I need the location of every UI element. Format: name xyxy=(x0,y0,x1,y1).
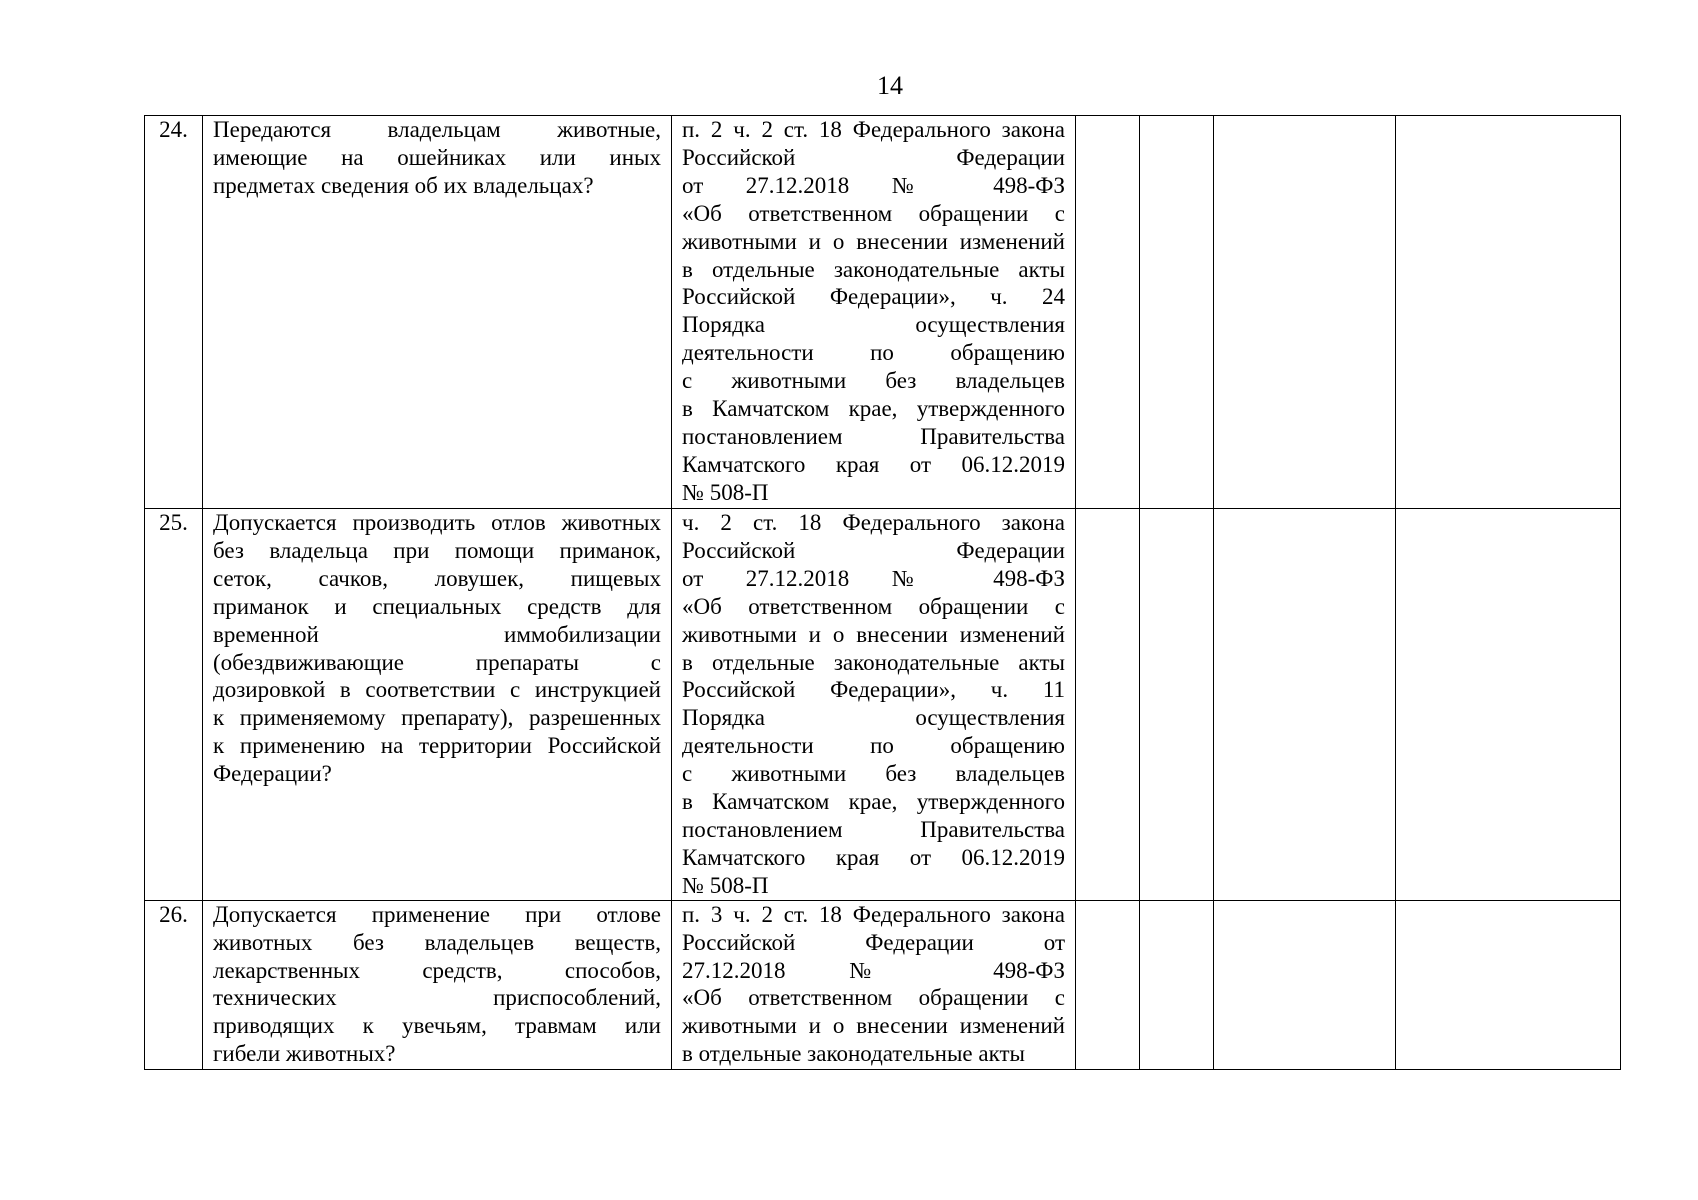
text-line: Камчатского края от 06.12.2019 xyxy=(682,451,1065,477)
text-line: деятельности по обращению xyxy=(682,733,1065,759)
answer-no-cell[interactable] xyxy=(1140,509,1214,901)
note-cell[interactable] xyxy=(1396,116,1621,509)
note-cell[interactable] xyxy=(1396,509,1621,901)
checklist-table xyxy=(144,115,1621,1070)
text-line: Российской Федерации от xyxy=(682,929,1065,955)
not-applicable-cell[interactable] xyxy=(1214,900,1396,1069)
text-line: животными и о внесении изменений xyxy=(682,1013,1065,1039)
page-number: 14 xyxy=(877,71,903,100)
text-line: в Камчатском крае, утвержденного xyxy=(682,789,1065,815)
text-line: гибели животных? xyxy=(213,1041,396,1067)
text-line: от 27.12.2018 № 498-ФЗ xyxy=(682,565,1065,591)
answer-yes-cell[interactable] xyxy=(1076,900,1140,1069)
text-line: животными и о внесении изменений xyxy=(682,621,1065,647)
answer-yes-cell[interactable] xyxy=(1076,509,1140,901)
text-line: Камчатского края от 06.12.2019 xyxy=(682,844,1065,870)
text-line: сеток, сачков, ловушек, пищевых xyxy=(213,565,661,591)
text-line: к применяемому препарату), разрешенных xyxy=(213,705,661,731)
table-row xyxy=(145,900,1621,1069)
question-cell xyxy=(203,116,672,509)
text-line: технических приспособлений, xyxy=(213,985,661,1011)
table-row xyxy=(145,116,1621,509)
text-line: с животными без владельцев xyxy=(682,761,1065,787)
text-line: имеющие на ошейниках или иных xyxy=(213,144,661,170)
row-number: 25. xyxy=(145,509,203,901)
text-line: Российской Федерации xyxy=(682,144,1065,170)
not-applicable-cell[interactable] xyxy=(1214,116,1396,509)
text-line: ч. 2 ст. 18 Федерального закона xyxy=(682,510,1065,535)
answer-no-cell[interactable] xyxy=(1140,900,1214,1069)
text-line: «Об ответственном обращении с xyxy=(682,200,1065,226)
text-line: «Об ответственном обращении с xyxy=(682,593,1065,619)
text-line: «Об ответственном обращении с xyxy=(682,985,1065,1011)
question-cell xyxy=(203,509,672,901)
text-line: животных без владельцев веществ, xyxy=(213,929,661,955)
text-line: Допускается производить отлов животных xyxy=(213,510,661,535)
text-line: Российской Федерации», ч. 24 xyxy=(682,284,1065,310)
not-applicable-cell[interactable] xyxy=(1214,509,1396,901)
text-line: в отдельные законодательные акты xyxy=(682,649,1065,675)
legal-basis-cell xyxy=(672,509,1076,901)
text-line: (обездвиживающие препараты с xyxy=(213,649,661,675)
text-line: в отдельные законодательные акты xyxy=(682,256,1065,282)
note-cell[interactable] xyxy=(1396,900,1621,1069)
text-line: постановлением Правительства xyxy=(682,816,1065,842)
row-number: 26. xyxy=(145,900,203,1069)
text-line: Российской Федерации», ч. 11 xyxy=(682,677,1065,703)
text-line: приводящих к увечьям, травмам или xyxy=(213,1013,661,1039)
text-line: к применению на территории Российской xyxy=(213,733,661,759)
text-line: постановлением Правительства xyxy=(682,423,1065,449)
legal-basis-cell xyxy=(672,116,1076,509)
text-line: п. 3 ч. 2 ст. 18 Федерального закона xyxy=(682,901,1065,927)
row-number: 24. xyxy=(145,116,203,509)
text-line: предметах сведения об их владельцах? xyxy=(213,172,594,198)
text-line: Порядка осуществления xyxy=(682,312,1065,338)
answer-yes-cell[interactable] xyxy=(1076,116,1140,509)
text-line: Допускается применение при отлове xyxy=(213,901,661,927)
text-line: Передаются владельцам животные, xyxy=(213,117,661,142)
text-line: Порядка осуществления xyxy=(682,705,1065,731)
text-line: от 27.12.2018 № 498-ФЗ xyxy=(682,172,1065,198)
text-line: п. 2 ч. 2 ст. 18 Федерального закона xyxy=(682,117,1065,142)
text-line: животными и о внесении изменений xyxy=(682,228,1065,254)
text-line: в отдельные законодательные акты xyxy=(682,1041,1025,1067)
text-line: деятельности по обращению xyxy=(682,340,1065,366)
text-line: без владельца при помощи приманок, xyxy=(213,537,661,563)
text-line: дозировкой в соответствии с инструкцией xyxy=(213,677,661,703)
text-line: 27.12.2018 № 498-ФЗ xyxy=(682,957,1065,983)
text-line: приманок и специальных средств для xyxy=(213,593,661,619)
text-line: Российской Федерации xyxy=(682,537,1065,563)
text-line: № 508-П xyxy=(682,872,769,898)
text-line: в Камчатском крае, утвержденного xyxy=(682,396,1065,422)
text-line: лекарственных средств, способов, xyxy=(213,957,661,983)
text-line: временной иммобилизации xyxy=(213,621,661,647)
table-row xyxy=(145,509,1621,901)
question-cell xyxy=(203,900,672,1069)
legal-basis-cell xyxy=(672,900,1076,1069)
text-line: с животными без владельцев xyxy=(682,368,1065,394)
answer-no-cell[interactable] xyxy=(1140,116,1214,509)
text-line: Федерации? xyxy=(213,761,332,787)
text-line: № 508-П xyxy=(682,479,769,505)
